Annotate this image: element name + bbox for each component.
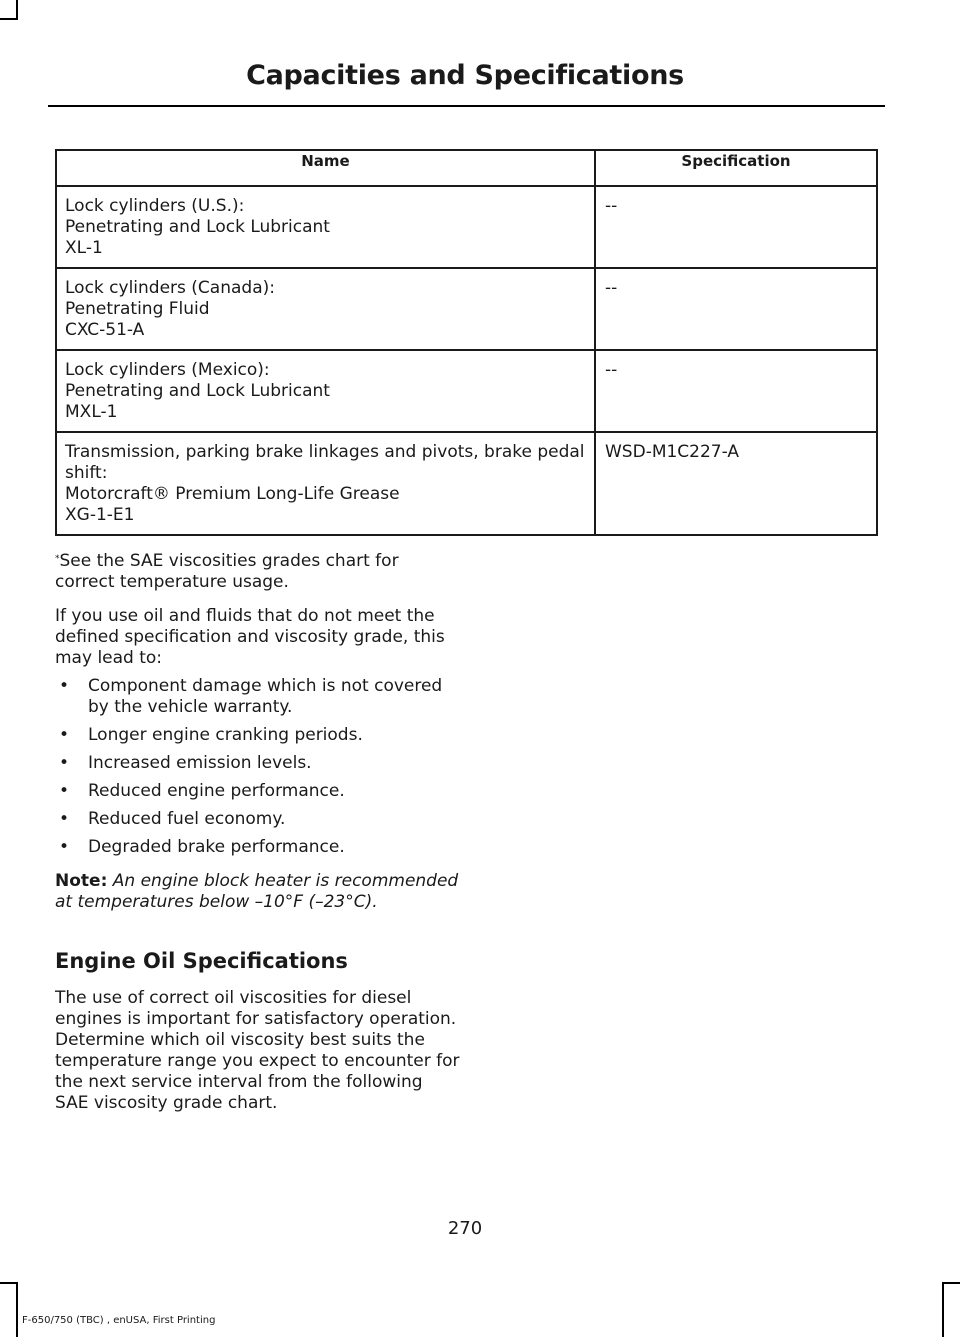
list-item-text: Reduced fuel economy. — [88, 809, 286, 829]
list-item — [55, 753, 460, 774]
effects-list — [55, 676, 460, 865]
bullet-icon: • — [59, 809, 70, 829]
page-title: Capacities and Specifications — [246, 60, 684, 91]
name-cell — [56, 350, 595, 432]
cell-line: XL-1 — [65, 238, 103, 258]
column-header-specification: Specification — [595, 150, 877, 186]
bullet-icon: • — [59, 725, 70, 745]
footer-text: F-650/750 (TBC) , enUSA, First Printing — [22, 1315, 216, 1326]
list-item-text: Increased emission levels. — [88, 753, 312, 773]
cell-line: Penetrating and Lock Lubricant — [65, 217, 330, 237]
intro-paragraph: If you use oil and fluids that do not meet the defined specification and viscosity grade, this may lead to: — [55, 606, 445, 668]
cell-line: Lock cylinders (Mexico): — [65, 360, 270, 380]
note-text: An engine block heater is recommended at temperatures below –10°F (–23°C). — [55, 871, 459, 912]
page-number: 270 — [447, 1218, 483, 1239]
list-item — [55, 725, 460, 746]
table-row — [56, 432, 877, 535]
cell-line: Penetrating Fluid — [65, 299, 210, 319]
crop-mark — [16, 0, 18, 18]
list-item — [55, 809, 460, 830]
footnote-text: See the SAE viscosities grades chart for correct temperature usage. — [55, 551, 399, 592]
list-item-text: Longer engine cranking periods. — [88, 725, 363, 745]
bullet-icon: • — [59, 753, 70, 773]
spec-cell: WSD-M1C227-A — [595, 432, 877, 535]
table-header-row — [56, 150, 877, 186]
name-cell — [56, 268, 595, 350]
note-label: Note: — [55, 871, 108, 891]
list-item — [55, 676, 460, 718]
spec-cell: -- — [595, 268, 877, 350]
footnote-marker: * — [55, 554, 60, 564]
list-item — [55, 837, 460, 858]
section-heading: Engine Oil Specifications — [55, 949, 348, 973]
note — [55, 871, 460, 913]
list-item-text: Component damage which is not covered by the vehicle warranty. — [88, 676, 443, 717]
table-row — [56, 350, 877, 432]
crop-mark — [16, 1282, 18, 1337]
crop-mark — [0, 18, 18, 20]
cell-line: Lock cylinders (U.S.): — [65, 196, 245, 216]
bullet-icon: • — [59, 781, 70, 801]
column-header-name: Name — [56, 150, 595, 186]
name-cell — [56, 186, 595, 268]
lubricant-spec-table — [55, 149, 878, 536]
bullet-icon: • — [59, 837, 70, 857]
cell-line: CXC-51-A — [65, 320, 145, 340]
header-divider — [48, 105, 885, 107]
cell-line: XG-1-E1 — [65, 505, 135, 525]
cell-line: Penetrating and Lock Lubricant — [65, 381, 330, 401]
cell-line: Lock cylinders (Canada): — [65, 278, 275, 298]
spec-cell: -- — [595, 350, 877, 432]
spec-cell: -- — [595, 186, 877, 268]
table-row — [56, 186, 877, 268]
crop-mark — [942, 1282, 960, 1284]
table-row — [56, 268, 877, 350]
cell-line: Transmission, parking brake linkages and pivots, brake pedal shift: — [65, 442, 585, 483]
cell-line: Motorcraft® Premium Long-Life Grease — [65, 484, 400, 504]
bullet-icon: • — [59, 676, 70, 696]
section-paragraph: The use of correct oil viscosities for diesel engines is important for satisfactory operation. Determine which oil viscosity best suits the temperature range you expect to encounter for the next service interval from the following SAE viscosity grade chart. — [55, 988, 460, 1113]
list-item-text: Degraded brake performance. — [88, 837, 345, 857]
crop-mark — [942, 1282, 944, 1337]
footnote — [55, 551, 460, 593]
name-cell — [56, 432, 595, 535]
list-item — [55, 781, 460, 802]
list-item-text: Reduced engine performance. — [88, 781, 345, 801]
cell-line: MXL-1 — [65, 402, 118, 422]
